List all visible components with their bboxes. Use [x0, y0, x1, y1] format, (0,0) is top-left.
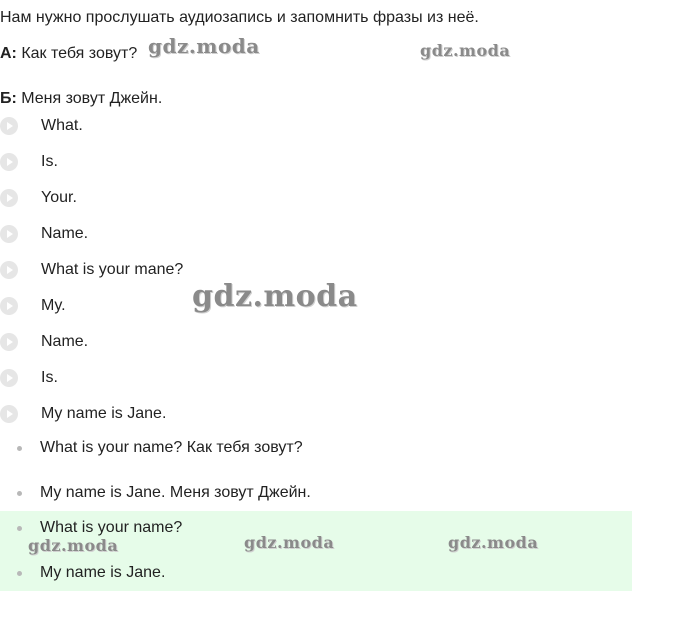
audio-phrase: Your. [41, 189, 77, 206]
translation-item [0, 484, 311, 502]
audio-phrase: What. [41, 117, 83, 134]
play-icon[interactable] [0, 117, 18, 135]
audio-phrase: What is your mane? [41, 261, 184, 278]
speaker-b-label: Б: [0, 90, 17, 107]
audio-phrase-row [0, 402, 166, 426]
play-icon[interactable] [0, 153, 18, 171]
answer-text: What is your name? [40, 519, 183, 536]
audio-phrase: Is. [41, 153, 58, 170]
play-icon[interactable] [0, 369, 18, 387]
audio-phrase: My name is Jane. [41, 405, 167, 422]
audio-phrase-row [0, 330, 88, 354]
speaker-a-text: Как тебя зовут? [16, 45, 138, 62]
audio-phrase-row [0, 258, 183, 282]
audio-phrase: Is. [41, 369, 58, 386]
audio-phrase-row [0, 222, 88, 246]
play-icon[interactable] [0, 189, 18, 207]
bullet-icon [17, 446, 22, 451]
answer-item [0, 519, 182, 537]
speaker-a-label: А: [0, 45, 17, 62]
dialog-line-b [0, 90, 162, 108]
answer-item [0, 564, 165, 582]
watermark: gdz.moda [448, 533, 539, 552]
bullet-icon [17, 526, 22, 531]
answer-text: My name is Jane. [40, 564, 166, 581]
audio-phrase: Name. [41, 333, 89, 350]
audio-phrase-row [0, 186, 77, 210]
audio-phrase-row [0, 366, 58, 390]
watermark: gdz.moda [192, 279, 358, 314]
bullet-icon [17, 571, 22, 576]
play-icon[interactable] [0, 333, 18, 351]
play-icon[interactable] [0, 297, 18, 315]
audio-phrase-row [0, 150, 58, 174]
audio-phrase-row [0, 294, 66, 318]
play-icon[interactable] [0, 261, 18, 279]
watermark: gdz.moda [28, 536, 119, 555]
watermark: gdz.moda [148, 34, 260, 58]
audio-phrase: Name. [41, 225, 89, 242]
speaker-b-text: Меня зовут Джейн. [16, 90, 163, 107]
translation-item [0, 439, 303, 457]
watermark: gdz.moda [244, 533, 335, 552]
translation-text: My name is Jane. Меня зовут Джейн. [40, 484, 311, 501]
play-icon[interactable] [0, 225, 18, 243]
play-icon[interactable] [0, 405, 18, 423]
translation-text: What is your name? Как тебя зовут? [40, 439, 303, 456]
bullet-icon [17, 491, 22, 496]
instruction-text: Нам нужно прослушать аудиозапись и запомнить фразы из неё. [0, 9, 479, 26]
watermark: gdz.moda [420, 41, 511, 60]
audio-phrase-row [0, 114, 83, 138]
dialog-line-a [0, 45, 137, 63]
audio-phrase: My. [41, 297, 66, 314]
